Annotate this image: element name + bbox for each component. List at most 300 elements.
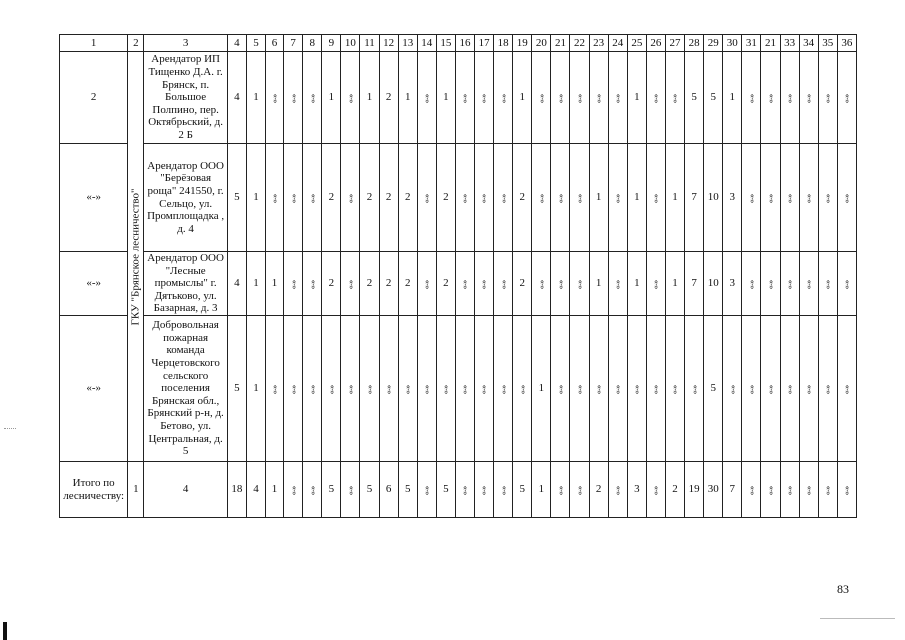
dash-mark: «-» [575, 193, 585, 203]
value-cell: 2 [513, 252, 532, 316]
dash-mark: «-» [747, 93, 757, 103]
dash-mark: «-» [728, 384, 738, 394]
dash-mark: «-» [423, 93, 433, 103]
value-cell [761, 52, 780, 144]
value-cell: 2 [398, 252, 417, 316]
dash-mark: «-» [461, 485, 471, 495]
value-cell: 2 [379, 144, 398, 252]
forestry-name: ГКУ "Брянское лесничество" [129, 188, 142, 325]
dash-mark: «-» [843, 93, 853, 103]
dash-mark: «-» [499, 485, 509, 495]
value-cell [551, 252, 570, 316]
header-cell: 25 [627, 35, 646, 52]
value-cell [494, 144, 513, 252]
dash-mark: «-» [289, 193, 299, 203]
dash-mark: «-» [747, 193, 757, 203]
dash-mark: «-» [804, 93, 814, 103]
dash-mark: «-» [671, 93, 681, 103]
dash-mark: «-» [308, 279, 318, 289]
dash-mark: «-» [804, 384, 814, 394]
dash-mark: «-» [785, 193, 795, 203]
dash-mark: «-» [785, 279, 795, 289]
row-number-cell: 2 [60, 52, 128, 144]
dash-mark: «-» [824, 193, 834, 203]
value-cell [742, 316, 761, 462]
value-cell [341, 252, 360, 316]
dash-mark: «-» [518, 384, 528, 394]
dash-mark: «-» [480, 93, 490, 103]
table-row [60, 144, 857, 252]
organization-cell: Арендатор ООО "Берёзовая роща" 241550, г. Сельцо, ул. Промплощадка , д. 4 [144, 144, 227, 252]
header-cell: 4 [227, 35, 246, 52]
organization-cell: Добровольная пожарная команда Черцетовского сельского поселения Брянская обл., Брянский р-н, д. Бетово, ул. Центральная, д. 5 [144, 316, 227, 462]
value-cell [608, 316, 627, 462]
value-cell [589, 52, 608, 144]
value-cell [570, 316, 589, 462]
dash-mark: «-» [575, 93, 585, 103]
table-row [60, 316, 857, 462]
value-cell: 3 [723, 144, 742, 252]
dash-mark: «-» [652, 279, 662, 289]
value-cell: 5 [704, 52, 723, 144]
value-cell [266, 52, 284, 144]
value-cell [665, 52, 684, 144]
header-cell: 6 [266, 35, 284, 52]
footer-rule [820, 618, 895, 619]
dash-mark: «-» [804, 279, 814, 289]
value-cell [551, 52, 570, 144]
dash-mark: «-» [747, 384, 757, 394]
value-cell: 1 [398, 52, 417, 144]
value-cell [742, 252, 761, 316]
header-cell: 9 [322, 35, 341, 52]
value-cell: 1 [246, 52, 265, 144]
dash-mark: «-» [346, 193, 356, 203]
dash-mark: «-» [843, 485, 853, 495]
header-cell: 14 [417, 35, 436, 52]
header-cell: 2 [128, 35, 144, 52]
dash-mark: «-» [461, 279, 471, 289]
scan-artifact-mark [3, 622, 7, 640]
value-cell [780, 52, 799, 144]
value-cell [341, 462, 360, 518]
value-cell [284, 52, 303, 144]
dash-mark: «-» [614, 279, 624, 289]
value-cell: 4 [246, 462, 265, 518]
dash-mark: «-» [843, 279, 853, 289]
value-cell [417, 462, 436, 518]
header-cell: 11 [360, 35, 379, 52]
value-cell [837, 52, 856, 144]
row-number-cell: «-» [60, 144, 128, 252]
value-cell: 5 [227, 144, 246, 252]
value-cell [837, 462, 856, 518]
value-cell [266, 144, 284, 252]
header-cell: 30 [723, 35, 742, 52]
value-cell [303, 462, 322, 518]
value-cell: 2 [436, 144, 455, 252]
value-cell: 2 [589, 462, 608, 518]
value-cell: 4 [227, 52, 246, 144]
value-cell [417, 316, 436, 462]
value-cell [475, 252, 494, 316]
value-cell: 5 [436, 462, 455, 518]
dash-mark: «-» [461, 93, 471, 103]
value-cell [608, 52, 627, 144]
organization-cell: Арендатор ИП Тищенко Д.А. г. Брянск, п. Большое Полпино, пер. Октябрьский, д. 2 Б [144, 52, 227, 144]
value-cell [665, 316, 684, 462]
organization-cell: Арендатор ООО "Лесные промыслы" г. Дятьково, ул. Базарная, д. 3 [144, 252, 227, 316]
value-cell [761, 144, 780, 252]
header-cell: 7 [284, 35, 303, 52]
value-cell: 2 [513, 144, 532, 252]
value-cell [475, 52, 494, 144]
row-number-cell: «-» [60, 316, 128, 462]
dash-mark: «-» [403, 384, 413, 394]
value-cell [436, 316, 455, 462]
value-cell [818, 52, 837, 144]
value-cell: 1 [532, 316, 551, 462]
header-cell: 15 [436, 35, 455, 52]
dash-mark: «-» [556, 93, 566, 103]
header-cell: 36 [837, 35, 856, 52]
total-col3: 4 [144, 462, 227, 518]
dash-mark: «-» [614, 193, 624, 203]
header-cell: 8 [303, 35, 322, 52]
dash-mark: «-» [308, 193, 318, 203]
value-cell: 3 [723, 252, 742, 316]
value-cell [475, 462, 494, 518]
dash-mark: «-» [537, 193, 547, 203]
header-cell: 10 [341, 35, 360, 52]
value-cell [417, 144, 436, 252]
value-cell [742, 52, 761, 144]
value-cell [284, 252, 303, 316]
header-cell: 33 [780, 35, 799, 52]
value-cell [398, 316, 417, 462]
row-number-cell: «-» [60, 252, 128, 316]
value-cell [837, 144, 856, 252]
value-cell: 5 [227, 316, 246, 462]
value-cell [532, 52, 551, 144]
dash-mark: «-» [652, 485, 662, 495]
dash-mark: «-» [480, 279, 490, 289]
total-label: Итого по лесничеству: [60, 462, 128, 518]
header-cell: 13 [398, 35, 417, 52]
value-cell [837, 252, 856, 316]
value-cell: 3 [627, 462, 646, 518]
dash-mark: «-» [652, 93, 662, 103]
value-cell: 4 [227, 252, 246, 316]
value-cell [494, 252, 513, 316]
dash-mark: «-» [556, 279, 566, 289]
value-cell: 1 [266, 252, 284, 316]
dash-mark: «-» [614, 485, 624, 495]
dash-mark: «-» [346, 279, 356, 289]
header-cell: 35 [818, 35, 837, 52]
dash-mark: «-» [824, 485, 834, 495]
value-cell [303, 252, 322, 316]
dash-mark: «-» [499, 279, 509, 289]
dash-mark: «-» [480, 384, 490, 394]
header-cell: 21 [551, 35, 570, 52]
value-cell: 1 [627, 52, 646, 144]
value-cell [799, 462, 818, 518]
value-cell [455, 252, 474, 316]
value-cell [551, 462, 570, 518]
value-cell [646, 316, 665, 462]
value-cell: 1 [266, 462, 284, 518]
table-row [60, 252, 857, 316]
value-cell [455, 316, 474, 462]
value-cell: 2 [379, 52, 398, 144]
value-cell: 5 [322, 462, 341, 518]
dash-mark: «-» [365, 384, 375, 394]
value-cell [284, 462, 303, 518]
table-row [60, 52, 857, 144]
header-cell: 22 [570, 35, 589, 52]
value-cell: 2 [360, 144, 379, 252]
dash-mark: «-» [824, 93, 834, 103]
value-cell [685, 316, 704, 462]
value-cell [799, 52, 818, 144]
dash-mark: «-» [346, 93, 356, 103]
header-cell: 20 [532, 35, 551, 52]
value-cell [532, 144, 551, 252]
dash-mark: «-» [614, 93, 624, 103]
value-cell [322, 316, 341, 462]
value-cell [551, 144, 570, 252]
value-cell [417, 252, 436, 316]
header-cell: 18 [494, 35, 513, 52]
dash-mark: «-» [671, 384, 681, 394]
dash-mark: «-» [270, 193, 280, 203]
value-cell: 2 [360, 252, 379, 316]
dash-mark: «-» [308, 384, 318, 394]
value-cell: 2 [379, 252, 398, 316]
dash-mark: «-» [747, 279, 757, 289]
value-cell [284, 144, 303, 252]
dash-mark: «-» [766, 93, 776, 103]
value-cell [266, 316, 284, 462]
value-cell: 10 [704, 144, 723, 252]
value-cell [818, 252, 837, 316]
value-cell: 1 [665, 144, 684, 252]
header-cell: 21 [761, 35, 780, 52]
dash-mark: «-» [537, 93, 547, 103]
value-cell [417, 52, 436, 144]
dash-mark: «-» [289, 279, 299, 289]
dash-mark: «-» [289, 384, 299, 394]
header-cell: 31 [742, 35, 761, 52]
header-cell: 5 [246, 35, 265, 52]
total-row [60, 462, 857, 518]
dash-mark: «-» [537, 279, 547, 289]
value-cell [341, 52, 360, 144]
header-cell: 17 [475, 35, 494, 52]
dash-mark: «-» [308, 485, 318, 495]
dash-mark: «-» [575, 485, 585, 495]
value-cell [646, 462, 665, 518]
dash-mark: «-» [384, 384, 394, 394]
dash-mark: «-» [824, 384, 834, 394]
dash-mark: «-» [633, 384, 643, 394]
value-cell [799, 252, 818, 316]
value-cell: 1 [532, 462, 551, 518]
value-cell: 1 [723, 52, 742, 144]
value-cell [551, 316, 570, 462]
dash-mark: «-» [289, 485, 299, 495]
header-row [60, 35, 857, 52]
dash-mark: «-» [289, 93, 299, 103]
value-cell [646, 144, 665, 252]
value-cell [494, 316, 513, 462]
dash-mark: «-» [270, 93, 280, 103]
dash-mark: «-» [556, 193, 566, 203]
header-cell: 19 [513, 35, 532, 52]
dash-mark: «-» [346, 384, 356, 394]
header-cell: 3 [144, 35, 227, 52]
dash-mark: «-» [442, 384, 452, 394]
dash-mark: «-» [652, 193, 662, 203]
value-cell [475, 316, 494, 462]
page-number: 83 [837, 582, 849, 596]
value-cell [475, 144, 494, 252]
value-cell: 7 [723, 462, 742, 518]
value-cell [303, 316, 322, 462]
dash-mark: «-» [766, 384, 776, 394]
value-cell: 2 [322, 144, 341, 252]
value-cell: 1 [589, 144, 608, 252]
dash-mark: «-» [804, 193, 814, 203]
dash-mark: «-» [480, 193, 490, 203]
dash-mark: «-» [594, 384, 604, 394]
total-col2: 1 [128, 462, 144, 518]
value-cell [284, 316, 303, 462]
value-cell: 1 [665, 252, 684, 316]
value-cell [513, 316, 532, 462]
dash-mark: «-» [747, 485, 757, 495]
value-cell [360, 316, 379, 462]
header-cell: 16 [455, 35, 474, 52]
header-cell: 29 [704, 35, 723, 52]
value-cell [455, 462, 474, 518]
value-cell: 7 [685, 252, 704, 316]
value-cell [799, 316, 818, 462]
value-cell: 30 [704, 462, 723, 518]
value-cell [589, 316, 608, 462]
dash-mark: «-» [594, 93, 604, 103]
header-cell: 24 [608, 35, 627, 52]
value-cell [742, 462, 761, 518]
value-cell [379, 316, 398, 462]
value-cell: 2 [322, 252, 341, 316]
value-cell: 2 [398, 144, 417, 252]
dash-mark: «-» [690, 384, 700, 394]
value-cell: 7 [685, 144, 704, 252]
value-cell [341, 316, 360, 462]
value-cell [646, 252, 665, 316]
header-cell: 27 [665, 35, 684, 52]
dash-mark: «-» [824, 279, 834, 289]
value-cell [608, 462, 627, 518]
dash-mark: «-» [499, 93, 509, 103]
dash-mark: «-» [614, 384, 624, 394]
dash-mark: «-» [499, 384, 509, 394]
dash-mark: «-» [308, 93, 318, 103]
value-cell [780, 462, 799, 518]
dash-mark: «-» [423, 384, 433, 394]
dash-mark: «-» [480, 485, 490, 495]
dash-mark: «-» [461, 384, 471, 394]
value-cell [627, 316, 646, 462]
value-cell [608, 252, 627, 316]
scan-artifact-tick [4, 428, 16, 429]
dash-mark: «-» [766, 193, 776, 203]
value-cell: 1 [436, 52, 455, 144]
value-cell [818, 144, 837, 252]
value-cell: 10 [704, 252, 723, 316]
value-cell [837, 316, 856, 462]
value-cell [723, 316, 742, 462]
value-cell: 1 [589, 252, 608, 316]
value-cell: 18 [227, 462, 246, 518]
value-cell [494, 462, 513, 518]
dash-mark: «-» [423, 485, 433, 495]
value-cell [646, 52, 665, 144]
dash-mark: «-» [785, 384, 795, 394]
dash-mark: «-» [556, 485, 566, 495]
value-cell [341, 144, 360, 252]
dash-mark: «-» [843, 193, 853, 203]
value-cell: 5 [685, 52, 704, 144]
value-cell: 1 [322, 52, 341, 144]
forestry-name-cell [128, 52, 144, 462]
value-cell: 1 [627, 252, 646, 316]
header-cell: 28 [685, 35, 704, 52]
dash-mark: «-» [575, 279, 585, 289]
forestry-summary-table [59, 34, 857, 518]
value-cell [818, 462, 837, 518]
header-cell: 34 [799, 35, 818, 52]
value-cell: 19 [685, 462, 704, 518]
value-cell [780, 252, 799, 316]
value-cell [780, 144, 799, 252]
value-cell: 5 [360, 462, 379, 518]
value-cell [780, 316, 799, 462]
dash-mark: «-» [327, 384, 337, 394]
dash-mark: «-» [423, 193, 433, 203]
dash-mark: «-» [461, 193, 471, 203]
dash-mark: «-» [785, 485, 795, 495]
header-cell: 12 [379, 35, 398, 52]
value-cell [742, 144, 761, 252]
value-cell: 1 [513, 52, 532, 144]
dash-mark: «-» [652, 384, 662, 394]
value-cell: 6 [379, 462, 398, 518]
value-cell: 1 [246, 316, 265, 462]
dash-mark: «-» [766, 485, 776, 495]
value-cell [761, 316, 780, 462]
value-cell [570, 462, 589, 518]
value-cell [761, 252, 780, 316]
header-cell: 26 [646, 35, 665, 52]
value-cell: 1 [246, 144, 265, 252]
dash-mark: «-» [423, 279, 433, 289]
value-cell: 5 [398, 462, 417, 518]
header-cell: 1 [60, 35, 128, 52]
dash-mark: «-» [766, 279, 776, 289]
